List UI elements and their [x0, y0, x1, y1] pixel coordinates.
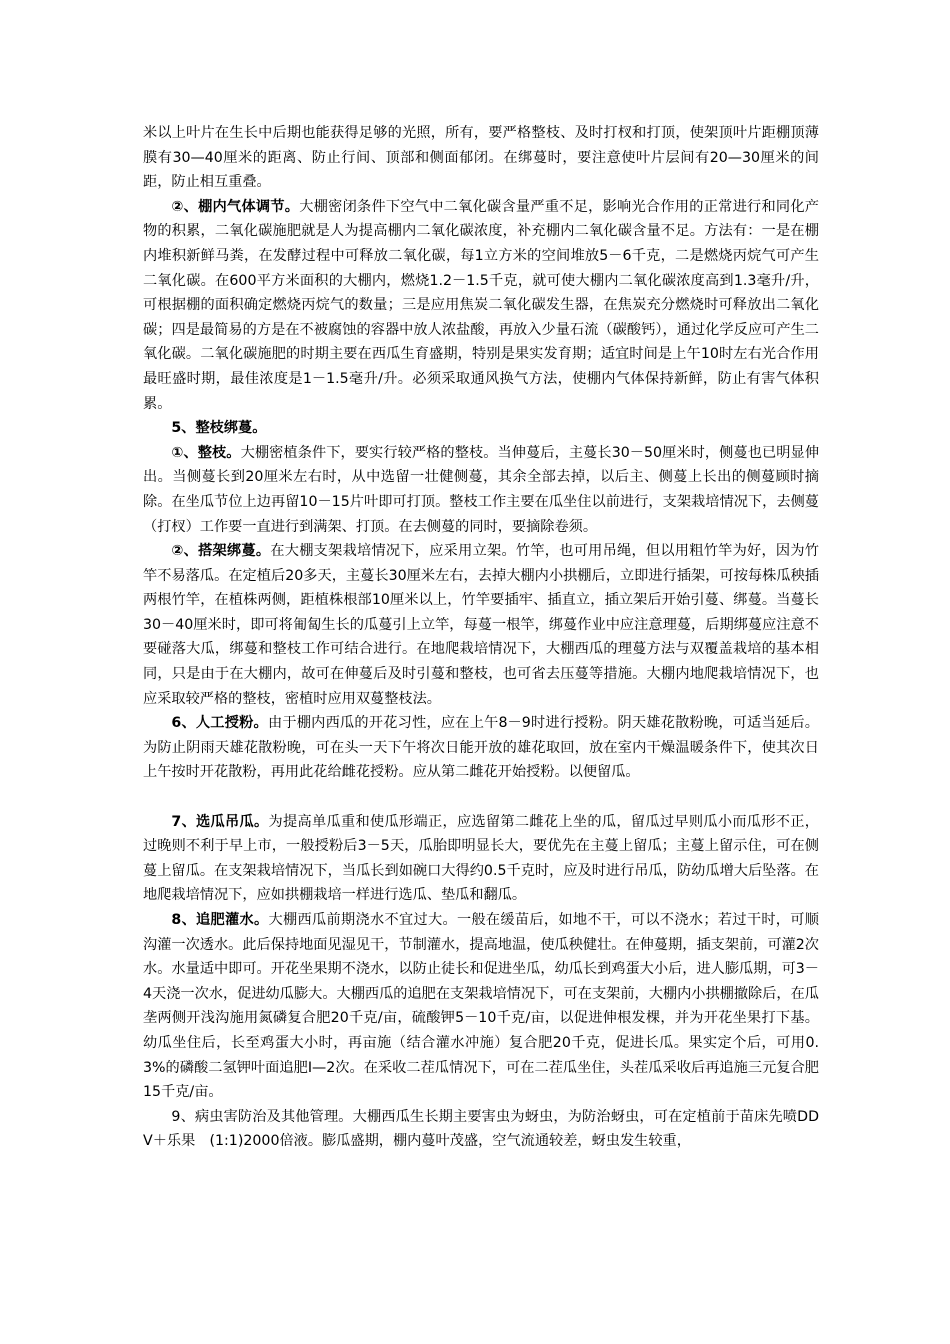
paragraph-heading: 7、选瓜吊瓜。 [171, 813, 269, 830]
paragraph-heading: 6、人工授粉。 [171, 715, 268, 732]
paragraph-body: 米以上叶片在生长中后期也能获得足够的光照，所有，要严格整枝、及时打杈和打顶，使架顶叶片距棚顶薄膜有30—40厘米的距离、防止行间、顶部和侧面郁闭。在绑蔓时，要注意使叶片层间有20—30厘米的间距，防止相互重叠。 [143, 125, 819, 191]
paragraph-pruning [143, 441, 819, 539]
paragraph-continuation [143, 121, 819, 195]
section-heading-pruning [143, 416, 819, 441]
paragraph-body: 由于棚内西瓜的开花习性，应在上午8－9时进行授粉。阴天雄花散粉晚，可适当延后。为防止阴雨天雄花散粉晚，可在头一天下午将次日能开放的雄花取回，放在室内干燥温暖条件下，使其次日上午按时开花散粉，再用此花给雌花授粉。应从第二雌花开始授粉。以便留瓜。 [143, 715, 819, 781]
paragraph-gas-regulation [143, 195, 819, 416]
paragraph-pollination [143, 711, 819, 785]
paragraph-trellis [143, 539, 819, 711]
paragraph-body: 大棚密植条件下，要实行较严格的整枝。当伸蔓后，主蔓长30－50厘米时，侧蔓也已明显伸出。当侧蔓长到20厘米左右时，从中选留一壮健侧蔓，其余全部去掉，以后主、侧蔓上长出的侧蔓顾时摘除。在坐瓜节位上边再留10－15片叶即可打顶。整枝工作主要在瓜坐住以前进行，支架栽培情况下，去侧蔓（打杈）工作要一直进行到满架、打顶。在去侧蔓的同时，要摘除卷须。 [143, 444, 820, 535]
paragraph-heading: ②、棚内气体调节。 [171, 198, 300, 215]
paragraph-body: 大棚密闭条件下空气中二氧化碳含量严重不足，影响光合作用的正常进行和同化产物的积累，二氧化碳施肥就是人为提高棚内二氧化碳浓度，补充棚内二氧化碳含量不足。方法有：一是在棚内堆积新鲜马粪，在发酵过程中可释放二氧化碳，每1立方米的空间堆放5－6千克，二是燃烧丙烷气可产生二氧化碳。在600平方米面积的大棚内，燃烧1.2－1.5千克，就可使大棚内二氧化碳浓度高到1.3毫升/升，可根据棚的面积确定燃烧丙烷气的数量；三是应用焦炭二氧化碳发生器，在焦炭充分燃烧时可释放出二氧化碳；四是最简易的方是在不被腐蚀的容器中放人浓盐酸，再放入少量石流（碳酸钙），通过化学反应可产生二氧化碳。二氧化碳施肥的时期主要在西瓜生育盛期，特别是果实发育期；适宜时间是上午10时左右光合作用最旺盛时期，最佳浓度是1－1.5毫升/升。必须采取通风换气方法，使棚内气体保持新鲜，防止有害气体积累。 [143, 198, 819, 412]
paragraph-body: 大棚西瓜前期浇水不宜过大。一般在缓苗后，如地不干，可以不浇水；若过干时，可顺沟灌一次透水。此后保持地面见湿见干，节制灌水，提高地温，使瓜秧健壮。在伸蔓期，插支架前，可灌2次水。水量适中即可。开花坐果期不浇水，以防止徒长和促进坐瓜，幼瓜长到鸡蛋大小后，进人膨瓜期，可3－4天浇一次水，促进幼瓜膨大。大棚西瓜的追肥在支架栽培情况下，可在支架前，大棚内小拱棚撤除后，在瓜垄两侧开浅沟施用氮磷复合肥20千克/亩，硫酸钾5－10千克/亩，以促进伸根发棵，并为开花坐果打下基。幼瓜坐住后，长至鸡蛋大小时，再亩施（结合灌水冲施）复合肥20千克，促进长瓜。果实定个后，可用0.3%的磷酸二氢钾叶面追肥I—2次。在采收二茬瓜情况下，可在二茬瓜坐住，头茬瓜采收后再追施三元复合肥15千克/亩。 [143, 912, 819, 1101]
paragraph-pest-control [143, 1105, 819, 1154]
paragraph-heading: ②、搭架绑蔓。 [171, 543, 271, 560]
paragraph-body: 9、病虫害防治及其他管理。大棚西瓜生长期主要害虫为蚜虫，为防治蚜虫，可在定植前于苗床先喷DDV＋乐果 (1:1)2000倍液。膨瓜盛期，棚内蔓叶茂盛，空气流通较差，蚜虫发生较重， [143, 1108, 819, 1150]
paragraph-body: 在大棚支架栽培情况下，应采用立架。竹竿，也可用吊绳，但以用粗竹竿为好，因为竹竿不易落瓜。在定植后20多天，主蔓长30厘米左右，去掉大棚内小拱棚后，立即进行插架，可按每株瓜秧插两根竹竿，在植株两侧，距植株根部10厘米以上，竹竿要插牢、插直立，插立架后开始引蔓、绑蔓。当蔓长30－40厘米时，即可将匍匐生长的瓜蔓引上立竿，每蔓一根竿，绑蔓作业中应注意理蔓，后期绑蔓应注意不要碰落大瓜，绑蔓和整枝工作可结合进行。在地爬栽培情况下，大棚西瓜的理蔓方法与双覆盖栽培的基本相同，只是由于在大棚内，故可在伸蔓后及时引蔓和整枝，也可省去压蔓等措施。大棚内地爬栽培情况下，也应采取较严格的整枝，密植时应用双蔓整枝法。 [143, 543, 819, 707]
paragraph-melon-selection [143, 810, 819, 908]
document-page [143, 121, 819, 1154]
paragraph-heading: 8、追肥灌水。 [171, 912, 269, 928]
paragraph-fertilizing [143, 908, 819, 1105]
paragraph-body: 为提高单瓜重和使瓜形端正，应选留第二雌花上坐的瓜，留瓜过早则瓜小而瓜形不正，过晚则不利于早上市，一般授粉后3－5天，瓜胎即明显长大，要优先在主蔓上留瓜；主蔓上留示住，可在侧蔓上留瓜。在支架栽培情况下，当瓜长到如碗口大得约0.5千克时，应及时进行吊瓜，防幼瓜增大后坠落。在地爬栽培情况下，应如拱棚栽培一样进行选瓜、垫瓜和翻瓜。 [143, 813, 819, 904]
paragraph-heading: 5、整枝绑蔓。 [171, 420, 267, 437]
paragraph-heading: ①、整枝。 [171, 444, 241, 461]
